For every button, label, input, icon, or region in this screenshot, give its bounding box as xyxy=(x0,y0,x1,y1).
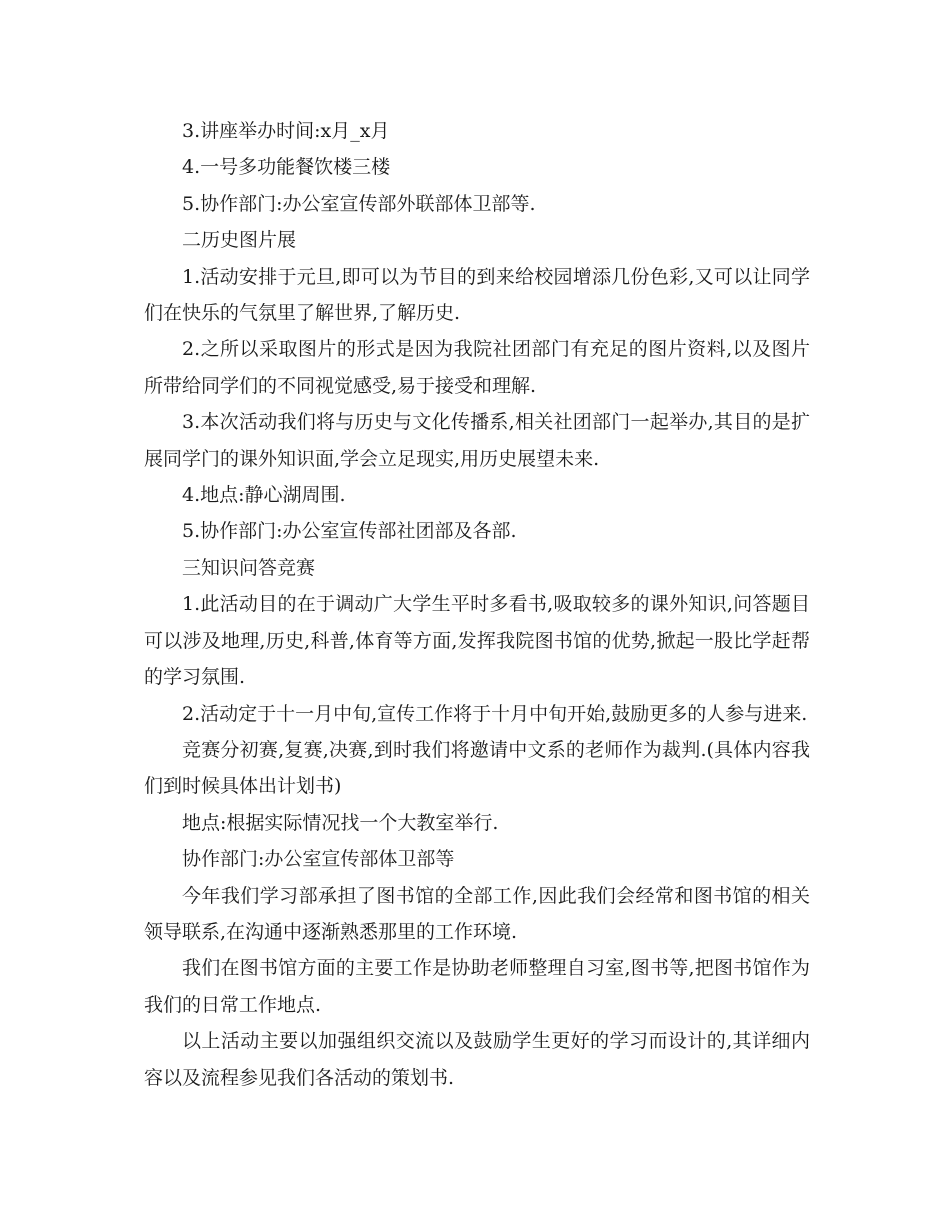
paragraph: 4.地点:静心湖周围. xyxy=(182,484,346,507)
paragraph: 1.活动安排于元旦,即可以为节目的到来给校园增添几份色彩,又可以让同学们在快乐的气氛里了解世界,了解历史. xyxy=(144,265,810,325)
section-heading: 二历史图片展 xyxy=(182,229,297,252)
paragraph: 3.讲座举办时间:x月_x月 xyxy=(182,120,390,142)
section-heading: 三知识问答竞赛 xyxy=(182,556,316,579)
paragraph: 竞赛分初赛,复赛,决赛,到时我们将邀请中文系的老师作为裁判.(具体内容我们到时候具体出计划书) xyxy=(144,738,810,798)
paragraph: 2.之所以采取图片的形式是因为我院社团部门有充足的图片资料,以及图片所带给同学们的不同视觉感受,易于接受和理解. xyxy=(144,338,810,397)
paragraph: 2.活动定于十一月中旬,宣传工作将于十月中旬开始,鼓励更多的人参与进来. xyxy=(182,702,808,725)
paragraph: 4.一号多功能餐饮楼三楼 xyxy=(182,156,391,179)
document-body xyxy=(144,113,810,1096)
paragraph: 5.协作部门:办公室宣传部社团部及各部. xyxy=(182,520,517,543)
paragraph: 地点:根据实际情况找一个大教室举行. xyxy=(182,811,499,834)
paragraph: 3.本次活动我们将与历史与文化传播系,相关社团部门一起举办,其目的是扩展同学门的课外知识面,学会立足现实,用历史展望未来. xyxy=(144,411,810,470)
paragraph: 1.此活动目的在于调动广大学生平时多看书,吸取较多的课外知识,问答题目可以涉及地理,历史,科普,体育等方面,发挥我院图书馆的优势,掀起一股比学赶帮的学习氛围. xyxy=(144,593,810,689)
paragraph: 协作部门:办公室宣传部体卫部等 xyxy=(182,848,455,871)
paragraph: 我们在图书馆方面的主要工作是协助老师整理自习室,图书等,把图书馆作为我们的日常工作地点. xyxy=(144,957,810,1016)
paragraph: 今年我们学习部承担了图书馆的全部工作,因此我们会经常和图书馆的相关领导联系,在沟通中逐渐熟悉那里的工作环境. xyxy=(144,884,810,943)
paragraph: 5.协作部门:办公室宣传部外联部体卫部等. xyxy=(182,192,536,215)
paragraph: 以上活动主要以加强组织交流以及鼓励学生更好的学习而设计的,其详细内容以及流程参见我们各活动的策划书. xyxy=(144,1030,810,1089)
